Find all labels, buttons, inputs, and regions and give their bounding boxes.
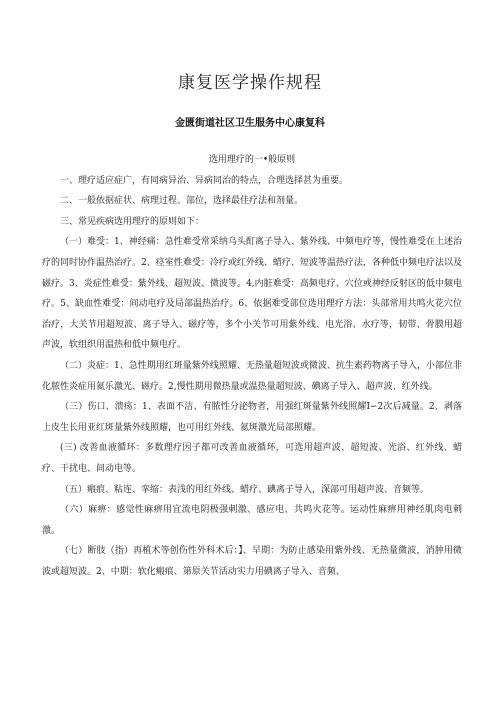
paragraph: （三）伤口、溃疡：1、表面不洁、有脓性分泌物者，用强红斑量紫外线照耀I∽2次后减量。2、剥落上皮生长用亚红斑量紫外线照耀，也可用红外线、氦斑激光局部照耀。 [42, 402, 462, 433]
section-heading: 选用理疗的一•般原则 [208, 155, 296, 165]
paragraph: （六）麻痹：感觉性麻痹用宜流电阴极强刺激、感应电、共鸣火花等。运动性麻痹用神经肌肉电刺激。 [42, 505, 462, 536]
document-title: 康复医学操作规程 [178, 73, 322, 93]
paragraph: 三、常见疾病选用理疗的原则如下： [60, 216, 205, 227]
paragraph: (三) 改善血液循环：多数理疗因子都可改善血液循环，可选用超声波、超短波、光浴、红外线、蜡疗、干扰电、间动电等。 [42, 443, 462, 474]
paragraph: 一、理疗适应症广，有同病异治、异病同治的特点，合理选择甚为重要。 [60, 175, 349, 186]
paragraph: （二）炎症：1、急性期用红斑量紫外线照耀、无热量超短波或微波、抗生素药物离子导入，小部位非化脓性炎症用氦乐激光、磁疗。2,慢性期用微热量或温热量超短波、碘离子导入、超声波、红外线。 [42, 360, 462, 392]
paragraph: 二、一般依据症状、病理过程、部位，选择最佳疗法和剂量。 [60, 196, 304, 207]
paragraph: （七）断肢（指）再植术等创伤性外科术后：】、早期：为防止感染用紫外线、无热量微波，消肿用微波或超短波。2、中期：软化瘢痕、第原关节活动实力用碘离子导入、音频、 [42, 546, 462, 577]
document-subtitle: 金匮街道社区卫生服务中心康复科 [175, 118, 325, 129]
paragraph: （一）难受：1、神经痛：急性难受常采纳乌头酊离子导入、紫外线、中频电疗等，慢性难受在上述治疗的同时协作温热治疗。2、痉室性难受：冷疗或红外线、蜡疗、短波等温热疗法，各种低中频电疗法以及磁疗。3、炎症性难受：紫外线、超短波、微波等。4,内脏难受：高频电疗、穴位或神经反射区的低中频电疗。5、缺血性难受：间动电疗及局部温热治疗。6、依据难受部位选用理疗方法：头部常用共鸣火花穴位治疗，大关节用超短波、离子导入、磁疗等，多个小关节可用紫外线、电光浴、水疗等，韧带、骨膜用超声波，软组织用温热和低中频电疗。 [42, 237, 462, 351]
document-body [42, 150, 462, 582]
paragraph: （五）瘢痕、粘连、挛缩：表浅的用红外线、蜡疗、碘离子导入，深部可用超声波、音频等。 [60, 484, 430, 495]
